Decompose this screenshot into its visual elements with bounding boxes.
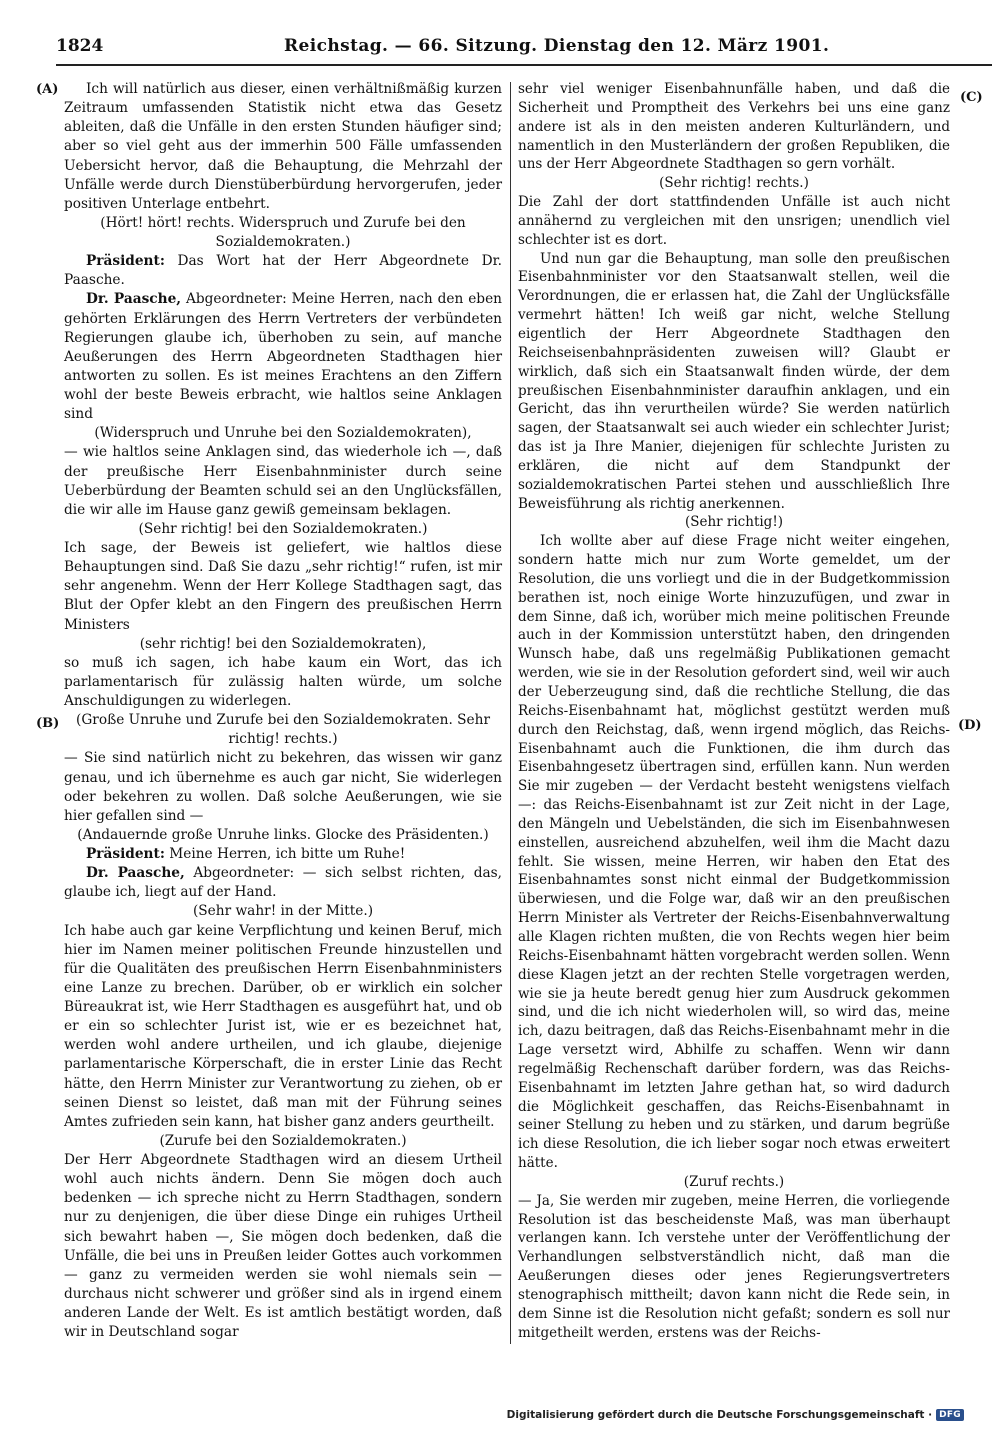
paragraph-text: (Widerspruch und Unruhe bei den Sozialdemokraten),	[94, 425, 472, 442]
paragraph-text: Abgeordneter: — sich selbst richten, das, glaube ich, liegt auf der Hand.	[64, 865, 502, 901]
paragraph-text: (Große Unruhe und Zurufe bei den Sozialdemokraten. Sehr richtig! rechts.)	[76, 712, 490, 748]
paragraph-text: Das Wort hat der Herr Abgeordnete Dr. Paasche.	[64, 253, 502, 289]
paragraph-text: sehr viel weniger Eisenbahnunfälle haben, und daß die Sicherheit und Promptheit des Verkehrs bei uns eine ganz andere ist als in den meisten anderen Kulturländern, und namentlich in den Musterländern der großen Republiken, die uns der Herr Abgeordnete Stadthagen so gern vorhält.	[518, 81, 950, 173]
paragraph	[64, 290, 502, 424]
paragraph-text: Meine Herren, ich bitte um Ruhe!	[169, 846, 406, 862]
footer-credit: Digitalisierung gefördert durch die Deutsche Forschungsgemeinschaft ·	[506, 1409, 933, 1421]
page-number: 1824	[56, 36, 104, 56]
paragraph	[518, 250, 950, 514]
stage-direction	[518, 1173, 950, 1192]
margin-mark-d: (D)	[958, 718, 982, 733]
paragraph-text: (Zuruf rechts.)	[683, 1173, 785, 1190]
paragraph-text: (Sehr richtig! bei den Sozialdemokraten.)	[138, 520, 428, 537]
paragraph-text: — Sie sind natürlich nicht zu bekehren, das wissen wir ganz genau, und ich übernehme es auch gar nicht, Sie widerlegen oder bekehren zu wollen. Daß solche Aeußerungen, wie sie hier gefallen sind —	[64, 750, 502, 824]
running-title: Reichstag. — 66. Sitzung. Dienstag den 12. März 1901.	[284, 36, 830, 56]
margin-mark-b: (B)	[36, 716, 60, 731]
paragraph	[64, 749, 502, 826]
stage-direction	[64, 520, 502, 539]
paragraph-text: (Hört! hört! rechts. Widerspruch und Zurufe bei den Sozialdemokraten.)	[100, 214, 466, 250]
paragraph-text: Der Herr Abgeordnete Stadthagen wird an diesem Urtheil wohl auch nichts ändern. Denn Sie mögen doch auch bedenken — ich spreche nicht zu Herrn Stadthagen, sondern nur zu denjenigen, die über diese Dinge ein ruhiges Urtheil sich bewahrt haben —, Sie mögen doch bedenken, daß die Unfälle, die bei uns in Preußen leider Gottes auch vorkommen — ganz zu vermeiden werden sie wohl niemals sein — durchaus nicht schwerer und größer sind als in irgend einem anderen Lande der Welt. Es ist amtlich bestätigt worden, daß wir in Deutschland sogar	[64, 1152, 502, 1341]
left-column	[64, 80, 502, 1342]
paragraph	[64, 252, 502, 290]
paragraph-text: (Zurufe bei den Sozialdemokraten.)	[159, 1132, 407, 1149]
margin-mark-c: (C)	[960, 90, 983, 105]
paragraph-text: (Andauernde große Unruhe links. Glocke des Präsidenten.)	[77, 826, 489, 843]
paragraph-text: (sehr richtig! bei den Sozialdemokraten),	[139, 635, 427, 652]
paragraph-text: — Ja, Sie werden mir zugeben, meine Herren, die vorliegende Resolution ist das bescheidenste Maß, was man überhaupt verlangen kann. Ich verstehe unter der Veröffentlichung der Verhandlungen selbstverständlich nicht, daß man die Aeußerungen dieses oder jenes Regierungsvertreters stenographisch mittheilt; davon kann nicht die Rede sein, in dem Sinne ist die Resolution nicht gefaßt; sondern es soll nur mitgetheilt werden, erstens was der Reichs-	[518, 1192, 950, 1341]
speaker-name: Dr. Paasche,	[86, 865, 185, 882]
margin-mark-a: (A)	[36, 82, 59, 97]
paragraph-text: Ich habe auch gar keine Verpflichtung und keinen Beruf, mich hier im Namen meiner politischen Freunde hinzustellen und für die Qualitäten des preußischen Herrn Eisenbahnministers eine Lanze zu brechen. Darüber, ob er wirklich ein solcher Büreaukrat ist, wie Herr Stadthagen es ausgeführt hat, und ob er ein so schlechter Jurist ist, wie er es bezeichnet hat, werden wohl andere urtheilen, und ich glaube, diejenige parlamentarische Körperschaft, die in erster Linie das Recht hätte, den Herrn Minister zur Verantwortung zu ziehen, ob er seinen Dienst so leistet, daß man mit der Führung seines Amtes zufrieden sein kann, hat bisher ganz anders geurtheilt.	[64, 922, 502, 1130]
paragraph-text: Die Zahl der dort stattfindenden Unfälle ist auch nicht annähernd zu vergleichen mit den unsrigen; unendlich viel schlechter ist es dort.	[518, 194, 950, 248]
paragraph-text: — wie haltlos seine Anklagen sind, das wiederhole ich —, daß der preußische Herr Eisenbahnminister durch seine Ueberbürdung der Beamten schuld sei an den Unglücksfällen, die wir alle im Hause ganz gewiß gemeinsam beklagen.	[64, 444, 502, 518]
paragraph	[518, 532, 950, 1173]
paragraph-text: (Sehr wahr! in der Mitte.)	[192, 903, 374, 920]
paragraph	[518, 80, 950, 174]
paragraph-text: (Sehr richtig! rechts.)	[659, 175, 809, 192]
stage-direction	[64, 635, 502, 654]
paragraph	[64, 922, 502, 1132]
paragraph-text: (Sehr richtig!)	[684, 514, 784, 531]
paragraph	[518, 1192, 950, 1343]
paragraph	[64, 80, 502, 214]
footer	[507, 1409, 964, 1421]
paragraph-text: Und nun gar die Behauptung, man solle den preußischen Eisenbahnminister vor den Staatsanwalt stellen, weil die Verordnungen, die er erlassen hat, die Zahl der Unglücksfälle vermehrt hätten! Ich weiß gar nicht, welche Stellung eigentlich der Herr Abgeordnete Stadthagen den Reichseisenbahnpräsidenten zuweisen will? Glaubt er wirklich, daß sich ein Staatsanwalt finden würde, der dem preußischen Eisenbahnminister daraufhin anklagen, und ein Gericht, das ihn verurtheilen würde? Sie werden natürlich sagen, der Staatsanwalt sei auch wieder ein schlechter Jurist; das ist ja Ihre Manier, diejenigen für schlechte Juristen zu erklären, die nicht auf dem Standpunkt der sozialdemokratischen Partei stehen und ausschließlich Ihre Beweisführung als richtig anerkennen.	[518, 250, 950, 512]
paragraph-text: Ich wollte aber auf diese Frage nicht weiter eingehen, sondern hatte mich nur zum Worte gemeldet, um der Resolution, die uns vorliegt und die in der Budgetkommission berathen ist, noch einige Worte hinzuzufügen, und zwar in dem Sinne, daß ich, worüber mich meine politischen Freunde auch in der Kommission unterstützt haben, den dringenden Wunsch habe, daß uns regelmäßig Publikationen gemacht werden, wie sie in der Resolution gefordert sind, weil wir auch der Ueberzeugung sind, daß die rechtliche Stellung, die das Reichs-Eisenbahnamt hat, möglichst gestützt werden muß durch den Reichstag, daß, wenn irgend möglich, das Reichs-Eisenbahnamt auch die Funktionen, die ihm durch das Eisenbahngesetz übertragen sind, erfüllen kann. Nun werden Sie mir zugeben — der Verdacht besteht wenigstens vielfach —: das Reichs-Eisenbahnamt ist zur Zeit nicht in der Lage, den Mängeln und Uebelständen, die sich im Eisenbahnwesen einstellen, ausreichend abzuhelfen, weil ihm die Macht dazu fehlt. Sie wissen, meine Herren, wir haben den Etat des Eisenbahnamtes sonst nicht einmal der Budgetkommission überwiesen, und die Folge war, daß wir an den preußischen Herrn Minister als Vertreter der Reichs-Eisenbahnverwaltung alle Klagen richten mußten, die von Rechts wegen hier beim Reichs-Eisenbahnamt hätten vorgebracht werden sollen. Wenn diese Klagen jetzt an der rechten Stelle vorgetragen werden, wie sie ja heute beredt genug hier zum Ausdruck gekommen sind, und die ich nicht wiederholen will, so wird das, meine ich, dazu beitragen, daß das Reichs-Eisenbahnamt mehr in die Lage versetzt wird, Abhilfe zu schaffen. Wenn wir dann regelmäßig Rechenschaft darüber fordern, was das Reichs-Eisenbahnamt im letzten Jahre gethan hat, so wird dadurch die Möglichkeit geschaffen, das Reichs-Eisenbahnamt in seiner Stellung zu heben und zu stärken, und darum begrüße ich diese Resolution, die ich lieber sogar noch etwas erweitert hätte.	[518, 533, 950, 1172]
stage-direction	[64, 424, 502, 443]
header-rule	[56, 64, 992, 66]
paragraph-text: Abgeordneter: Meine Herren, nach den eben gehörten Erklärungen des Herrn Vertreters der verbündeten Regierungen glaube ich, überhoben zu sein, auf manche Aeußerungen des Herrn Abgeordneten Stadthagen hier antworten zu sollen. Es ist meines Erachtens an den Ziffern wohl der beste Beweis erbracht, wie haltlos seine Anklagen sind	[64, 291, 502, 423]
stage-direction	[518, 513, 950, 532]
stage-direction	[64, 1132, 502, 1151]
paragraph	[64, 654, 502, 711]
column-divider	[510, 82, 511, 1344]
stage-direction	[64, 711, 502, 749]
paragraph	[64, 1151, 502, 1342]
stage-direction	[518, 174, 950, 193]
paragraph-text: so muß ich sagen, ich habe kaum ein Wort, das ich parlamentarisch für zulässig halten würde, um solche Anschuldigungen zu widerlegen.	[64, 654, 502, 709]
speaker-name: Präsident:	[86, 253, 165, 270]
speaker-name: Präsident:	[86, 846, 165, 862]
speaker-name: Dr. Paasche,	[86, 291, 182, 308]
paragraph-text: Ich will natürlich aus dieser, einen verhältnißmäßig kurzen Zeitraum umfassenden Statistik nicht etwa das Gesetz ableiten, daß die Unfälle in den ersten Stunden häufiger sind; aber so viel geht aus der immerhin 500 Fälle umfassenden Uebersicht hervor, daß die Behauptung, die Mehrzahl der Unfälle werde durch Dienstüberbürdung hervorgerufen, jeder positiven Unterlage entbehrt.	[64, 81, 502, 212]
paragraph	[518, 193, 950, 250]
paragraph	[64, 845, 502, 864]
paragraph-text: Ich sage, der Beweis ist geliefert, wie haltlos diese Behauptungen sind. Daß Sie dazu „sehr richtig!“ rufen, ist mir sehr angenehm. Wenn der Herr Kollege Stadthagen sagt, das Blut der Opfer klebt an den Fingern des preußischen Herrn Ministers	[64, 540, 502, 633]
paragraph	[64, 864, 502, 902]
page-header	[56, 34, 992, 64]
stage-direction	[64, 214, 502, 252]
stage-direction	[64, 826, 502, 845]
paragraph	[64, 443, 502, 520]
right-column	[518, 80, 950, 1343]
stage-direction	[64, 902, 502, 921]
paragraph	[64, 539, 502, 635]
dfg-logo: DFG	[936, 1409, 964, 1421]
